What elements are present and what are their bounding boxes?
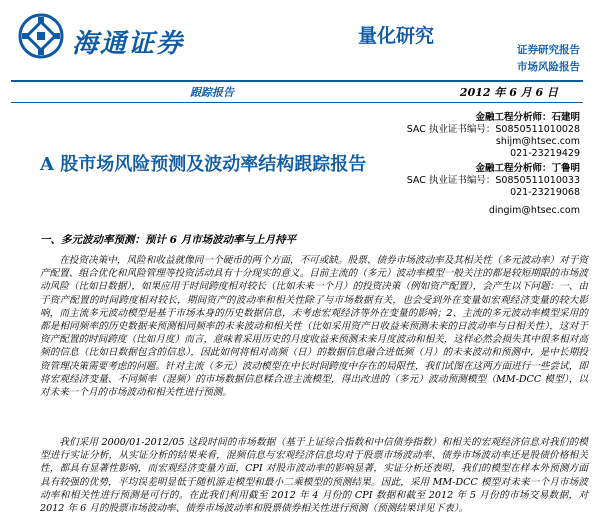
analyst-2-email: dingim@htsec.com xyxy=(488,205,580,216)
analyst-2-phone: 021-23219068 xyxy=(510,187,580,198)
paragraph-2-text: 我们采用 2000/01-2012/05 这段时间的市场数据（基于上证综合指数和中信债券指数）和相关的宏观经济信息对我们的模型进行实证分析，从实证分析的结果来看，混频信息与宏观经济信息均对于股票市场波动率、债券市场波动率还是股债价格相关性，都具有显著性影响，而宏观经济变量方面，CPI 对股市波动率的影响显著，实证分析还表明，我们的模型在样本外预测方面具有较强的优势，平均误差明显低于随机游走模型和最小二乘模型的预测结果。因此，采用 MM-DCC 模型对未来一个月市场波动率和相关性进行预测是可行的。在此我们利用截至 2012 年 4 月份的 CPI 数据和截至 2012 年 5 月份的市场交易数据，对 2012 年 6 月的股票市场波动率、债券市场波动率和股票债券相关性进行预测（预测结果详见下表）。 xyxy=(40,437,588,515)
analyst-2-title: 金融工程分析师：丁鲁明 xyxy=(475,163,580,174)
logo-text: 海通证券 xyxy=(72,29,185,59)
analyst-1-email: shijm@htsec.com xyxy=(495,136,580,147)
paragraph-2 xyxy=(40,436,588,515)
haitong-emblem-icon xyxy=(18,13,64,59)
report-tag-research: 证券研究报告 xyxy=(517,44,580,56)
paragraph-1-text: 在投资决策中，风险和收益就像同一个硬币的两个方面，不可或缺。股票、债券市场波动率及其相关性（多元波动率）对于资产配置、组合优化和风险管理等投资活动具有十分现实的意义。目前主流的（多元）波动率模型一般关注的都是较短期限的市场波动风险（比如日数据），如果应用于时间跨度相对较长（比如未来一个月）的投资决策（例如资产配置），会产生以下问题：一、由于资产配置的时间跨度相对较长，期间资产的波动率和相关性除了与市场数据有关，也会受到外在变量如宏观经济变量的较大影响，而主流多元波动模型是基于市场本身的历史数据信息，未考虑宏观经济等外在变量的影响；2、主流的多元波动率模型采用的都是相同频率的历史数据来预测相同频率的未来波动和相关性（比如采用资产日收益来预测未来的日波动率与日相关性），这对于资产配置的时间跨度（比如月度）而言，意味着采用历史的月度收益来预测未来月度波动和相关，这样必然会损失其中很多相对高频的信息（比如日数据包含的信息），因此如何将相对高频（日）的数据信息融合进低频（月）的未来波动和预测中，是中长期投资管理决策需要考虑的问题。针对主流（多元）波动模型在中长时间跨度中存在的局限性，我们试图在这两方面进行一些尝试，即将宏观经济变量、不同频率（混频）的市场数据信息糅合进主流模型，得出改进的（多元）波动预测模型（MM-DCC 模型），以对未来一个月的市场波动和相关性进行预测。 xyxy=(40,255,588,399)
report-type: 量化研究 xyxy=(357,25,434,47)
analyst-2 xyxy=(407,163,580,217)
company-logo xyxy=(10,9,235,65)
report-title: A 股市场风险预测及波动率结构跟踪报告 xyxy=(40,154,367,175)
paragraph-1 xyxy=(40,254,588,399)
section-heading: 一、多元波动率预测：预计 6 月市场波动率与上月持平 xyxy=(40,234,297,246)
band-label: 跟踪报告 xyxy=(190,86,234,99)
analyst-2-cert: SAC 执业证书编号：S0850511010033 xyxy=(406,175,580,186)
analyst-1-cert: SAC 执业证书编号：S0850511010028 xyxy=(406,124,580,135)
analyst-1 xyxy=(407,112,580,160)
analyst-1-title: 金融工程分析师：石建明 xyxy=(475,112,580,123)
report-date: 2012 年 6 月 6 日 xyxy=(459,86,558,99)
analyst-1-phone: 021-23219429 xyxy=(510,148,580,159)
report-tag-risk: 市场风险报告 xyxy=(517,61,580,73)
